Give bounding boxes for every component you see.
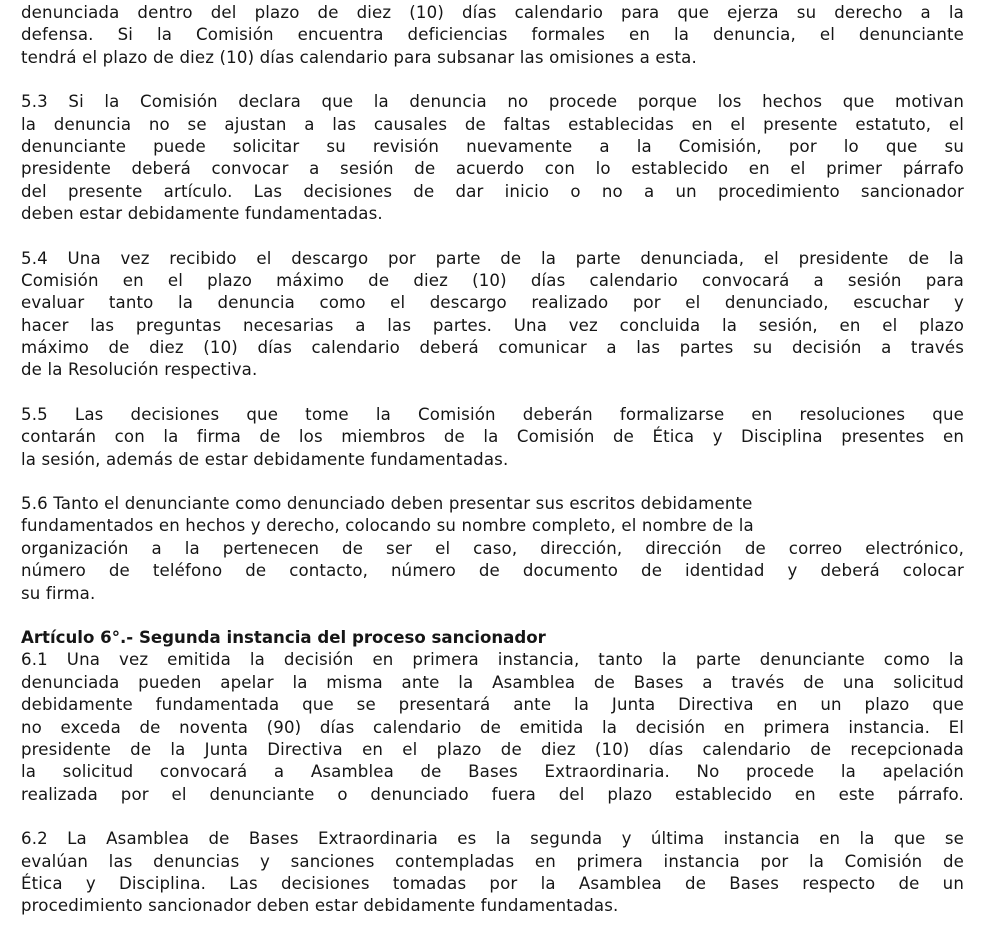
text-line: presidente de la Junta Directiva en el plazo de diez (10) días calendario de recepcionada [21, 739, 964, 759]
text-line: organización a la pertenecen de ser el caso, dirección, dirección de correo electrónico, [21, 538, 964, 558]
paragraph-6-2 [21, 828, 964, 918]
text-line: tendrá el plazo de diez (10) días calendario para subsanar las omisiones a esta. [21, 47, 697, 67]
text-line: de la Resolución respectiva. [21, 360, 258, 380]
text-line: 5.5 Las decisiones que tome la Comisión deberán formalizarse en resoluciones que [21, 404, 964, 424]
text-line: denunciante puede solicitar su revisión nuevamente a la Comisión, por lo que su [21, 136, 964, 156]
text-line: deben estar debidamente fundamentadas. [21, 204, 383, 224]
text-line: procedimiento sancionador deben estar debidamente fundamentadas. [21, 896, 619, 916]
text-line: 5.6 Tanto el denunciante como denunciado deben presentar sus escritos debidamente [21, 494, 753, 514]
paragraph-5-4 [21, 248, 964, 382]
article-6 [21, 627, 964, 918]
paragraph-6-1 [21, 649, 964, 806]
text-line: Ética y Disciplina. Las decisiones tomadas por la Asamblea de Bases respecto de un [21, 873, 964, 893]
text-line: número de teléfono de contacto, número de documento de identidad y deberá colocar [21, 561, 964, 581]
text-line: la sesión, además de estar debidamente fundamentadas. [21, 449, 509, 469]
text-line: realizada por el denunciante o denunciado fuera del plazo establecido en este párrafo. [21, 784, 964, 804]
text-line: Comisión en el plazo máximo de diez (10) días calendario convocará a sesión para [21, 270, 964, 290]
text-line: evaluar tanto la denuncia como el descargo realizado por el denunciado, escuchar y [21, 293, 964, 313]
paragraph-5-2-continued [21, 2, 964, 69]
text-line: contarán con la firma de los miembros de la Comisión de Ética y Disciplina presentes en [21, 427, 964, 447]
text-line: no exceda de noventa (90) días calendario de emitida la decisión en primera instancia. El [21, 717, 964, 737]
text-line: denunciada pueden apelar la misma ante la Asamblea de Bases a través de una solicitud [21, 672, 964, 692]
paragraph-5-6 [21, 493, 964, 605]
text-line: la denuncia no se ajustan a las causales de faltas establecidas en el presente estatuto, el [21, 114, 964, 134]
text-line: máximo de diez (10) días calendario deberá comunicar a las partes su decisión a través [21, 338, 964, 358]
paragraph-5-5 [21, 404, 964, 471]
text-line: 6.2 La Asamblea de Bases Extraordinaria es la segunda y última instancia en la que se [21, 829, 964, 849]
text-line: denunciada dentro del plazo de diez (10) días calendario para que ejerza su derecho a la [21, 3, 964, 22]
text-line: su firma. [21, 583, 96, 603]
text-line: del presente artículo. Las decisiones de dar inicio o no a un procedimiento sancionador [21, 181, 964, 201]
text-line: fundamentados en hechos y derecho, colocando su nombre completo, el nombre de la [21, 516, 754, 536]
text-line: debidamente fundamentada que se presentará ante la Junta Directiva en un plazo que [21, 695, 964, 715]
document-page [21, 2, 964, 940]
text-line: 5.4 Una vez recibido el descargo por parte de la parte denunciada, el presidente de la [21, 248, 964, 268]
paragraph-5-3 [21, 91, 964, 225]
text-line: defensa. Si la Comisión encuentra deficiencias formales en la denuncia, el denunciante [21, 25, 964, 45]
text-line: la solicitud convocará a Asamblea de Bases Extraordinaria. No procede la apelación [21, 762, 964, 782]
article-heading: Artículo 6°.- Segunda instancia del proceso sancionador [21, 627, 546, 647]
text-line: 5.3 Si la Comisión declara que la denuncia no procede porque los hechos que motivan [21, 92, 964, 112]
text-line: evalúan las denuncias y sanciones contempladas en primera instancia por la Comisión de [21, 851, 964, 871]
text-line: 6.1 Una vez emitida la decisión en primera instancia, tanto la parte denunciante como la [21, 650, 964, 670]
text-line: presidente deberá convocar a sesión de acuerdo con lo establecido en el primer párrafo [21, 159, 964, 179]
text-line: hacer las preguntas necesarias a las partes. Una vez concluida la sesión, en el plazo [21, 315, 964, 335]
